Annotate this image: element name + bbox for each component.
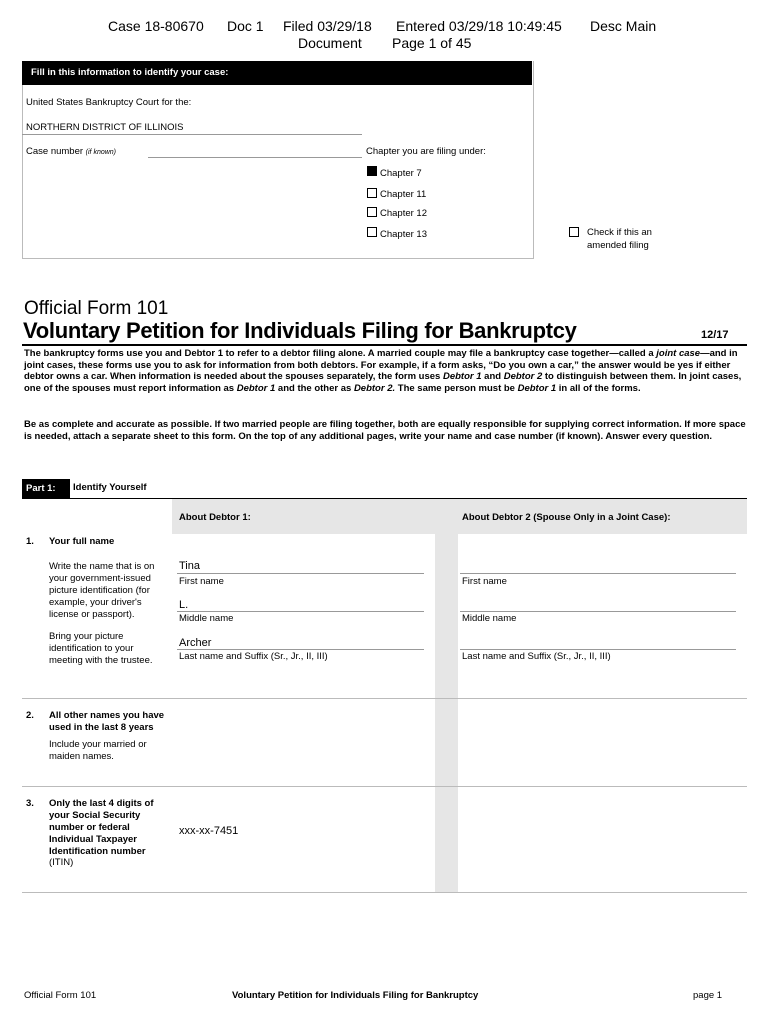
chapter-13-label: Chapter 13 (380, 229, 428, 240)
q3-title: Only the last 4 digits of your Social Security number or federal Individual Taxpayer Identification number (49, 798, 154, 857)
q1-help-1: Write the name that is on your government-issued picture identification (for example, your driver's license or passport). (49, 561, 155, 620)
court-entered-date: Entered 03/29/18 10:49:45 (396, 18, 562, 34)
chapter-7-checkbox[interactable] (367, 166, 377, 176)
chapter-7-label: Chapter 7 (380, 168, 422, 179)
debtor1-last-name[interactable]: Archer (179, 637, 212, 649)
debtor2-last-name-line[interactable] (460, 649, 736, 650)
part1-tag: Part 1: (22, 479, 70, 498)
debtor2-middle-name-line[interactable] (460, 611, 736, 612)
chapter-12-checkbox[interactable] (367, 207, 377, 217)
court-page-count: Page 1 of 45 (392, 35, 472, 51)
column-divider (435, 534, 458, 892)
district-underline (22, 134, 362, 135)
debtor1-last-name-label: Last name and Suffix (Sr., Jr., II, III) (179, 651, 328, 662)
debtor2-column-header: About Debtor 2 (Spouse Only in a Joint Case): (462, 512, 671, 523)
debtor1-middle-name-line (177, 611, 424, 612)
court-doc-number: Doc 1 (227, 18, 264, 34)
debtor1-first-name-label: First name (179, 576, 224, 587)
debtor1-first-name-line (177, 573, 424, 574)
chapter-12-label: Chapter 12 (380, 208, 428, 219)
title-rule (22, 344, 747, 346)
identify-case-box (22, 61, 534, 259)
q3-separator (22, 892, 747, 893)
q2-separator (22, 786, 747, 787)
footer-form-title: Voluntary Petition for Individuals Filing for Bankruptcy (232, 990, 479, 1001)
court-case-number: Case 18-80670 (108, 18, 204, 34)
footer-form-number: Official Form 101 (24, 990, 97, 1001)
q2-title: All other names you have used in the last 8 years (49, 710, 165, 733)
q3-number: 3. (26, 798, 34, 809)
amended-filing-line1: Check if this an (587, 227, 652, 238)
district-value: NORTHERN DISTRICT OF ILLINOIS (26, 122, 184, 133)
q1-title: Your full name (49, 536, 115, 547)
debtor2-first-name-line[interactable] (460, 573, 736, 574)
q1-separator (22, 698, 747, 699)
court-desc: Desc Main (590, 18, 657, 34)
case-number-label: Case number (if known) (26, 146, 117, 157)
form-number: Official Form 101 (24, 298, 169, 319)
footer-page-number: page 1 (693, 990, 723, 1001)
debtor1-column-header: About Debtor 1: (179, 512, 251, 523)
identify-case-title: Fill in this information to identify your case: (22, 61, 532, 85)
debtor1-last-name-line (177, 649, 424, 650)
court-filed-date: Filed 03/29/18 (283, 18, 372, 34)
debtor1-middle-name-label: Middle name (179, 613, 234, 624)
intro-paragraph-2: Be as complete and accurate as possible. If two married people are filing together, both are equally responsible for supplying correct information. If more space is needed, attach a separate sheet to this form. On the top of any additional pages, write your name and case number (if known). Answer every question. (24, 419, 746, 442)
amended-filing-checkbox[interactable] (569, 227, 579, 237)
form-title: Voluntary Petition for Individuals Filing for Bankruptcy (23, 318, 577, 343)
court-label: United States Bankruptcy Court for the: (26, 97, 192, 108)
amended-filing-line2: amended filing (587, 240, 649, 251)
ssn-last-four[interactable]: xxx-xx-7451 (179, 825, 239, 837)
debtor1-first-name[interactable]: Tina (179, 560, 200, 572)
debtor1-middle-name[interactable]: L. (179, 599, 189, 611)
case-number-field[interactable] (148, 157, 362, 158)
chapter-13-checkbox[interactable] (367, 227, 377, 237)
form-version: 12/17 (701, 329, 729, 341)
q2-help: Include your married or maiden names. (49, 739, 147, 762)
debtor2-first-name-label: First name (462, 576, 507, 587)
debtor2-last-name-label: Last name and Suffix (Sr., Jr., II, III) (462, 651, 611, 662)
chapter-11-checkbox[interactable] (367, 188, 377, 198)
part1-title: Identify Yourself (73, 482, 147, 493)
q1-help-2: Bring your picture identification to your meeting with the trustee. (49, 631, 153, 666)
q3-title-tail: (ITIN) (49, 857, 74, 868)
q1-number: 1. (26, 536, 34, 547)
chapter-11-label: Chapter 11 (380, 189, 427, 200)
intro-paragraph-1: The bankruptcy forms use you and Debtor 1 to refer to a debtor filing alone. A married couple may file a bankruptcy case together—called a joint case—and in joint cases, these forms use you to ask for information from both debtors. For example, if a form asks, “Do you own a car,” the answer would be yes if either debtor owns a car. When information is needed about the spouses separately, the form uses Debtor 1 and Debtor 2 to distinguish between them. In joint cases, one of the spouses must report information as Debtor 1 and the other as Debtor 2. The same person must be Debtor 1 in all of the forms. (24, 348, 742, 394)
court-document-label: Document (298, 35, 362, 51)
q2-number: 2. (26, 710, 34, 721)
chapter-label: Chapter you are filing under: (366, 146, 486, 157)
debtor2-middle-name-label: Middle name (462, 613, 517, 624)
